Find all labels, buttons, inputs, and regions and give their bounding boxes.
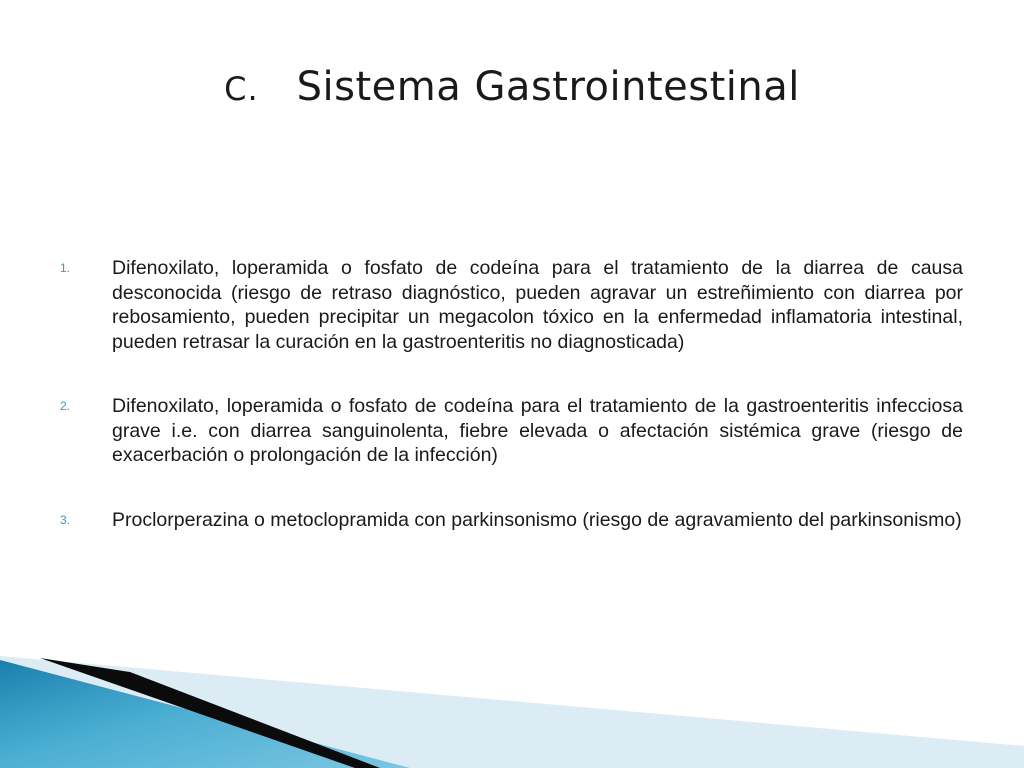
list-item-text: Difenoxilato, loperamida o fosfato de codeína para el tratamiento de la gastroenteritis infecciosa grave i.e. con diarrea sanguinolenta, fiebre elevada o afectación sistémica grave (riesgo de exacerbación o prolongación de la infección) <box>112 395 963 466</box>
list-item-number: 3. <box>60 512 71 527</box>
slide-title <box>0 64 1024 110</box>
list-item-number: 1. <box>60 261 71 275</box>
title-text: Sistema Gastrointestinal <box>296 64 800 110</box>
list-item <box>0 508 1024 533</box>
decorative-corner-bands <box>0 638 1024 768</box>
list-item-text: Difenoxilato, loperamida o fosfato de codeína para el tratamiento de la diarrea de causa desconocida (riesgo de retraso diagnóstico, pueden agravar un estreñimiento con diarrea por rebosamiento, pueden precipitar un megacolon tóxico en la enfermedad inflamatoria intestinal, pueden retrasar la curación en la gastroenteritis no diagnosticada) <box>112 257 963 353</box>
title-section-letter: C. <box>224 70 259 108</box>
list-item <box>0 256 1024 354</box>
list-item-text: Proclorperazina o metoclopramida con parkinsonismo (riesgo de agravamiento del parkinsonismo) <box>112 508 962 531</box>
list-item <box>0 394 1024 468</box>
list-item-number: 2. <box>60 399 71 413</box>
numbered-list <box>0 256 1024 572</box>
